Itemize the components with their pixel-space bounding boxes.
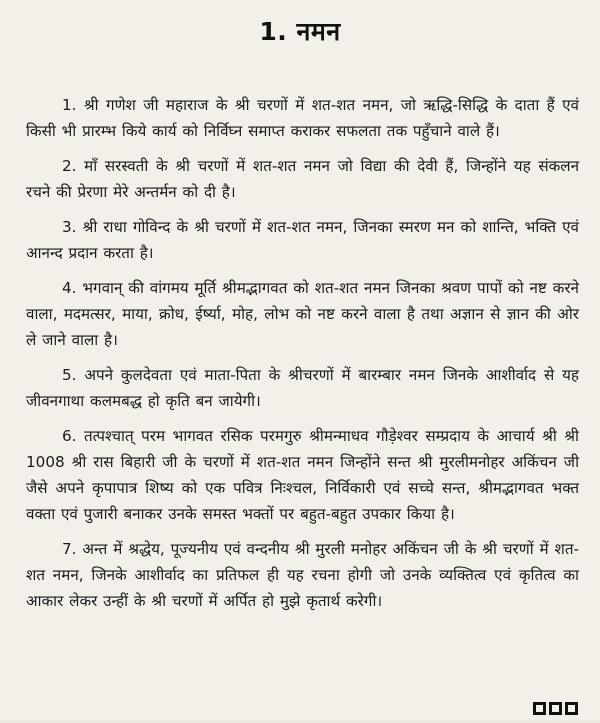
page-title: 1. नमन (259, 17, 341, 46)
paragraph-1: 1. श्री गणेश जी महाराज के श्री चरणों में शत-शत नमन, जो ऋद्धि-सिद्धि के दाता हैं एवं किसी भी प्रारम्भ किये कार्य को निर्विघ्न समाप्त कराकर सफलता तक पहुँचाने वाले हैं। (26, 96, 579, 140)
page-bottom-edge (0, 719, 600, 723)
paragraph-4: 4. भगवान् की वांगमय मूर्ति श्रीमद्भागवत को शत-शत नमन जिनका श्रवण पापों को नष्ट करने वाला, मदमत्सर, माया, क्रोध, ईर्ष्या, मोह, लोभ को नष्ट करने वाला है तथा अज्ञान से ज्ञान की ओर ले जाने वाला है। (26, 279, 579, 349)
square-box-icon (565, 702, 578, 715)
square-box-icon (533, 702, 546, 715)
paragraph-7: 7. अन्त में श्रद्धेय, पूज्यनीय एवं वन्दनीय श्री मुरली मनोहर अकिंचन जी के श्री चरणों में शत-शत नमन, जिनके आशीर्वाद का प्रतिफल ही यह रचना होगी जो उनके व्यक्तित्व एवं कृतित्व का आकार लेकर उन्हीं के श्री चरणों में अर्पित हो मुझे कृतार्थ करेगी। (26, 540, 579, 610)
paragraph-6: 6. तत्पश्चात् परम भागवत रसिक परमगुरु श्रीमन्माधव गौड़ेश्वर सम्प्रदाय के आचार्य श्री श्री 1008 श्री रास बिहारी जी के चरणों में शत-शत नमन जिन्होंने सन्त श्री मुरलीमनोहर अकिंचन जी जैसे अपने कृपापात्र शिष्य को एक पवित्र निःश्चल, निर्विकारी एवं सच्चे सन्त, श्रीमद्भागवत भक्त वक्ता एवं पुजारी बनाकर उनके समस्त भक्तों पर बहुत-बहुत उपकार किया है। (26, 427, 579, 523)
end-of-section-mark-icon (533, 702, 578, 715)
paragraph-5: 5. अपने कुलदेवता एवं माता-पिता के श्रीचरणों में बारम्बार नमन जिनके आशीर्वाद से यह जीवनगाथा कलमबद्ध हो कृति बन जायेगी। (26, 366, 579, 410)
body-text (26, 92, 579, 623)
square-box-icon (549, 702, 562, 715)
paragraph-2: 2. माँ सरस्वती के श्री चरणों में शत-शत नमन जो विद्या की देवी हैं, जिन्होंने यह संकलन रचने की प्रेरणा मेरे अन्तर्मन को दी है। (26, 157, 579, 201)
paragraph-3: 3. श्री राधा गोविन्द के श्री चरणों में शत-शत नमन, जिनका स्मरण मन को शान्ति, भक्ति एवं आनन्द प्रदान करता है। (26, 218, 579, 262)
